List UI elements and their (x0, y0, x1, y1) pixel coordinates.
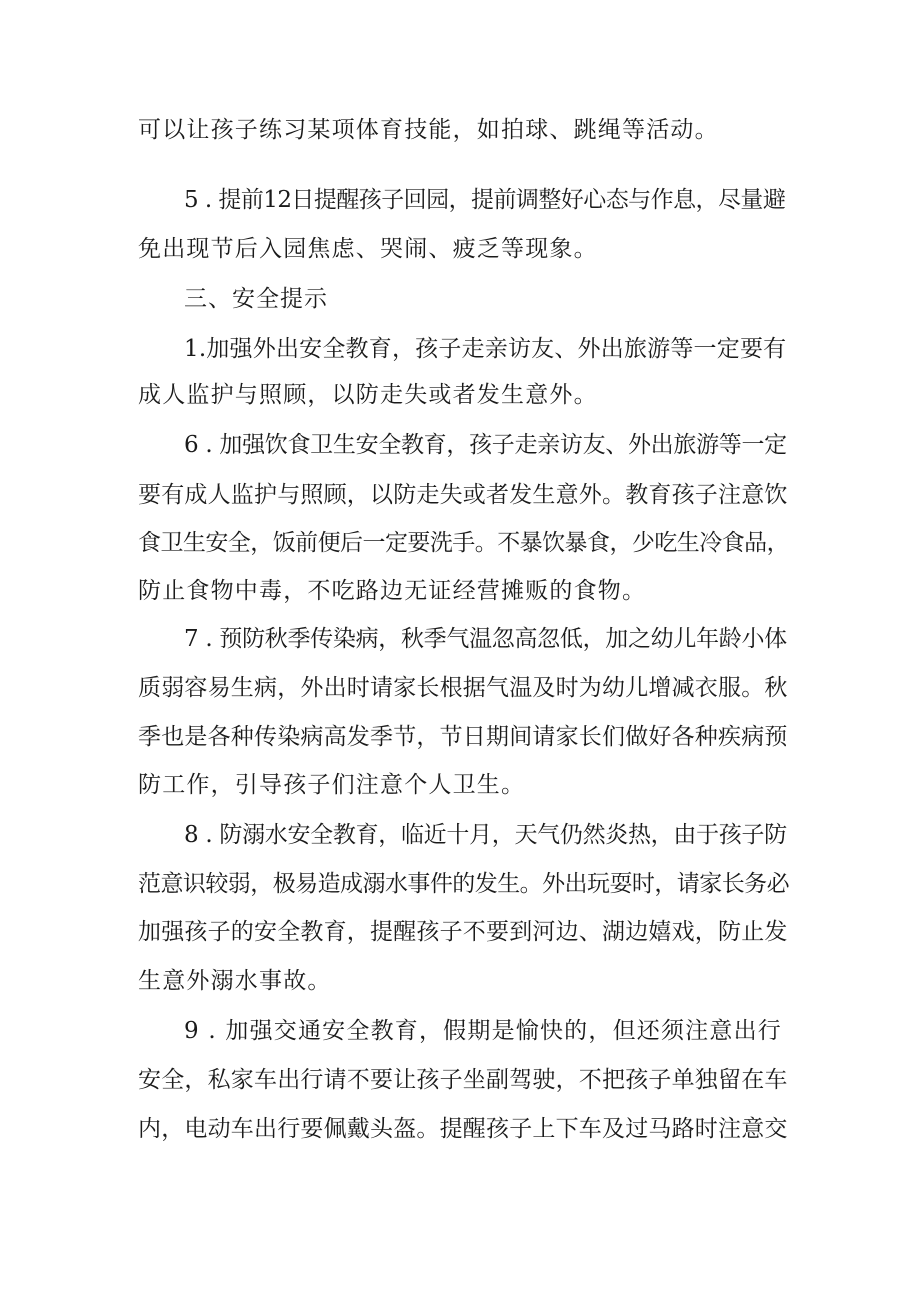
text-line: 安全，私家车出行请不要让孩子坐副驾驶，不把孩子单独留在车 (138, 1067, 788, 1093)
text-line: 防工作，引导孩子们注意个人卫生。 (138, 772, 526, 798)
text-line: 加强孩子的安全教育，提醒孩子不要到河边、湖边嬉戏，防止发 (138, 919, 788, 945)
text-line: 9 . 加强交通安全教育，假期是愉快的，但还须注意出行 (184, 1018, 782, 1044)
section-heading: 三、安全提示 (184, 286, 328, 312)
text-line: 5 . 提前12日提醒孩子回园，提前调整好心态与作息，尽量避 (184, 187, 786, 213)
text-line: 7 . 预防秋季传染病，秋季气温忽高忽低，加之幼儿年龄小体 (184, 626, 787, 652)
text-line: 6 . 加强饮食卫生安全教育，孩子走亲访友、外出旅游等一定 (184, 432, 787, 458)
text-line: 1.加强外出安全教育，孩子走亲访友、外出旅游等一定要有 (184, 336, 787, 362)
text-line: 生意外溺水事故。 (138, 968, 332, 994)
text-line: 成人监护与照顾，以防走失或者发生意外。 (138, 382, 598, 408)
text-line: 8 . 防溺水安全教育，临近十月，天气仍然炎热，由于孩子防 (184, 822, 787, 848)
text-line: 内，电动车出行要佩戴头盔。提醒孩子上下车及过马路时注意交 (138, 1116, 788, 1142)
text-line: 免出现节后入园焦虑、哭闹、疲乏等现象。 (138, 236, 598, 262)
text-line: 质弱容易生病，外出时请家长根据气温及时为幼儿增减衣服。秋 (138, 675, 788, 701)
text-line: 防止食物中毒，不吃路边无证经营摊贩的食物。 (138, 578, 647, 604)
text-line: 食卫生安全，饭前便后一定要洗手。不暴饮暴食，少吃生冷食品， (138, 530, 790, 556)
text-line: 范意识较弱，极易造成溺水事件的发生。外出玩耍时，请家长务必 (138, 871, 790, 897)
text-line: 季也是各种传染病高发季节，节日期间请家长们做好各种疾病预 (138, 724, 788, 750)
text-line: 要有成人监护与照顾，以防走失或者发生意外。教育孩子注意饮 (138, 482, 788, 508)
text-line: 可以让孩子练习某项体育技能，如拍球、跳绳等活动。 (138, 117, 719, 143)
